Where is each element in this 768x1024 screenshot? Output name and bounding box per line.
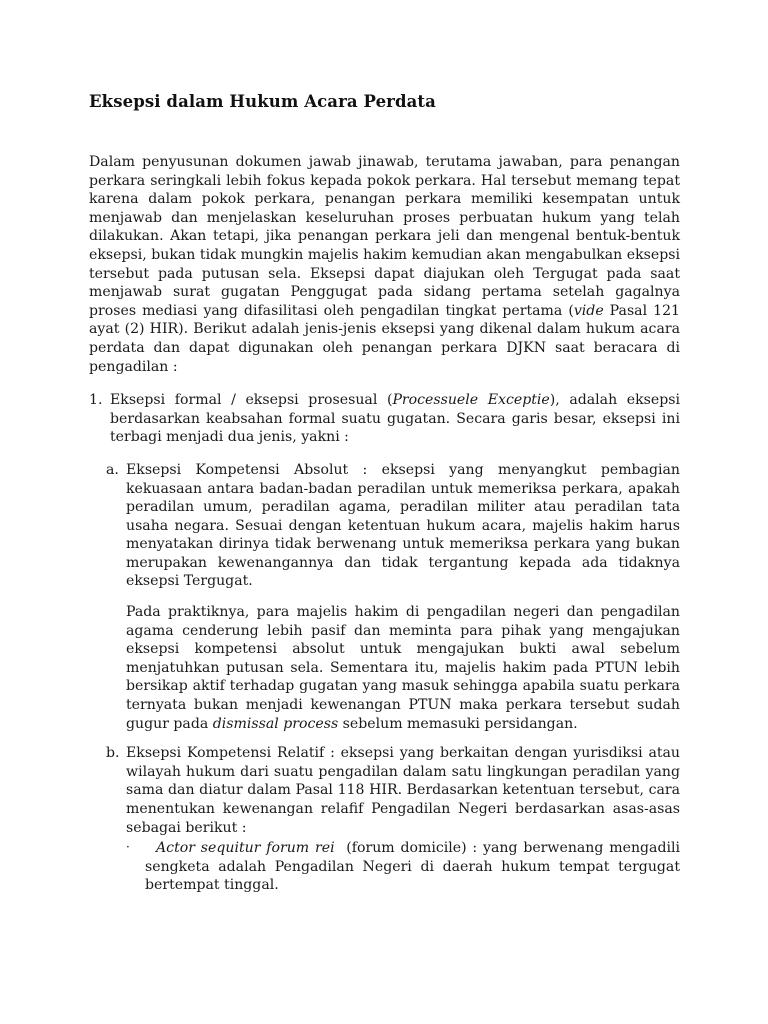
intro-text-1: Dalam penyusunan dokumen jawab jinawab, terutama jawaban, para penangan perkara seringkali lebih fokus kepada pokok perkara. Hal tersebut memang tepat karena dalam pokok perkara, penangan perkara memiliki kesempatan untuk menjawab dan menjelaskan keseluruhan proses perbuatan hukum yang telah dilakukan. Akan tetapi, jika penangan perkara jeli dan mengenal bentuk-bentuk eksepsi, bukan tidak mungkin majelis hakim kemudian akan mengabulkan eksepsi tersebut pada putusan sela. Eksepsi dapat diajukan oleh Tergugat pada saat menjawab surat gugatan Penggugat pada sidang pertama setelah gagalnya proses mediasi yang difasilitasi oleh pengadilan tingkat pertama (	[89, 154, 680, 319]
item1-italic: Processuele Exceptie	[392, 392, 550, 409]
list-marker-1: 1.	[89, 392, 103, 409]
bullet-item-1-text	[145, 839, 685, 895]
sub-item-a	[89, 461, 680, 733]
sub-list	[106, 461, 685, 895]
bullet-item-1	[126, 839, 685, 895]
intro-vide-italic: vide	[573, 302, 604, 319]
sub-item-a-paragraph-2	[126, 603, 680, 733]
sub-item-b	[89, 744, 685, 895]
sub-marker-b: b.	[106, 745, 120, 762]
item1-text-a: Eksepsi formal / eksepsi prosesual (	[110, 392, 393, 409]
exception-list	[89, 391, 685, 895]
list-item-1	[89, 391, 685, 895]
sub-a-para2-italic: dismissal process	[212, 715, 339, 732]
list-item-1-text	[110, 391, 680, 447]
bullet-text: (forum domicile) : yang berwenang mengadili sengketa adalah Pengadilan Negeri di daerah hukum tempat tergugat bertempat tinggal.	[145, 840, 685, 894]
bullet-italic: Actor sequitur forum rei	[156, 840, 335, 857]
sub-item-b-text: Eksepsi Kompetensi Relatif : eksepsi yang berkaitan dengan yurisdiksi atau wilayah hukum dari suatu pengadilan dalam satu lingkungan peradilan yang sama dan diatur dalam Pasal 118 HIR. Berdasarkan ketentuan tersebut, cara menentukan kewenangan relafif Pengadilan Negeri berdasarkan asas-asas sebagai berikut :	[126, 745, 680, 836]
sub-a-para2-text-b: sebelum memasuki persidangan.	[338, 715, 578, 732]
bullet-marker: ·	[126, 840, 130, 855]
sub-item-a-text: Eksepsi Kompetensi Absolut : eksepsi yang menyangkut pembagian kekuasaan antara badan-badan peradilan untuk memeriksa perkara, apakah peradilan umum, peradilan agama, peradilan militer atau peradilan tata usaha negara. Sesuai dengan ketentuan hukum acara, majelis hakim harus menyatakan dirinya tidak berwenang untuk memeriksa perkara yang bukan merupakan kewenangannya dan tidak tergantung kepada ada tidaknya eksepsi Tergugat.	[126, 461, 680, 590]
intro-text-2: Pasal 121 ayat (2) HIR). Berikut adalah jenis-jenis eksepsi yang dikenal dalam hukum acara perdata dan dapat digunakan oleh penangan perkara DJKN saat beracara di pengadilan :	[89, 302, 680, 375]
document-title: Eksepsi dalam Hukum Acara Perdata	[89, 92, 436, 111]
intro-paragraph	[89, 153, 680, 376]
item1-text-b: ), adalah eksepsi berdasarkan keabsahan formal suatu gugatan. Secara garis besar, eksepsi ini terbagi menjadi dua jenis, yakni :	[110, 392, 680, 446]
sub-a-para2-text-a: Pada praktiknya, para majelis hakim di pengadilan negeri dan pengadilan agama cenderung lebih pasif dan meminta para pihak yang mengajukan eksepsi kompetensi absolut untuk mengajukan bukti awal sebelum menjatuhkan putusan sela. Sementara itu, majelis hakim pada PTUN lebih bersikap aktif terhadap gugatan yang masuk sehingga apabila suatu perkara ternyata bukan menjadi kewenangan PTUN maka perkara tersebut sudah gugur pada	[126, 604, 680, 732]
sub-marker-a: a.	[106, 461, 119, 478]
bullet-list	[126, 839, 685, 895]
